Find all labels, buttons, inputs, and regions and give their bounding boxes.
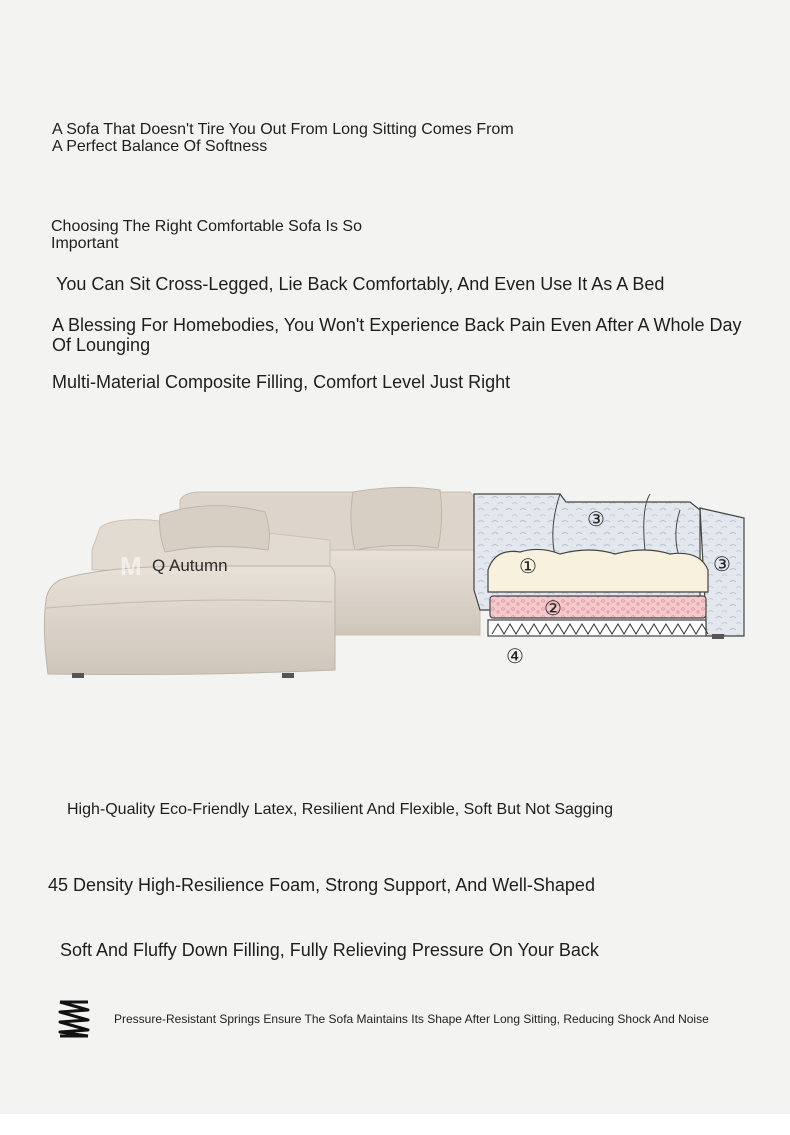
layer-foam-description: 45 Density High-Resilience Foam, Strong Support, And Well-Shaped [48, 875, 595, 895]
brand-name: Q Autumn [152, 556, 228, 575]
brand-logo-watermark: M [120, 551, 140, 581]
sofa-seat [330, 550, 480, 635]
spring-layer [488, 620, 706, 636]
sofa-illustration [0, 470, 790, 690]
page-title: A Sofa That Doesn't Tire You Out From Long Sitting Comes From A Perfect Balance Of Softness [52, 121, 514, 155]
feature-cross-legged: You Can Sit Cross-Legged, Lie Back Comfortably, And Even Use It As A Bed [56, 274, 665, 294]
marker-spring: ④ [506, 644, 524, 668]
layer-spring-description: Pressure-Resistant Springs Ensure The Sofa Maintains Its Shape After Long Sitting, Reducing Shock And Noise [114, 1012, 709, 1026]
marker-down-back: ③ [587, 507, 605, 531]
layer-down-description: Soft And Fluffy Down Filling, Fully Relieving Pressure On Your Back [60, 940, 599, 960]
sofa-pillow-left [160, 506, 270, 552]
sofa-chaise [44, 566, 335, 675]
feature-homebodies: A Blessing For Homebodies, You Won't Experience Back Pain Even After A Whole Day Of Lounging [52, 315, 742, 355]
marker-latex: ① [519, 554, 537, 578]
page-subtitle: Choosing The Right Comfortable Sofa Is So Important [51, 218, 362, 252]
layer-latex-description: High-Quality Eco-Friendly Latex, Resilient And Flexible, Soft But Not Sagging [67, 801, 614, 818]
bottom-strip [0, 1114, 790, 1135]
sofa-pillow-right [351, 487, 442, 550]
marker-foam: ② [544, 596, 562, 620]
spring-icon [56, 998, 92, 1040]
feature-composite-filling: Multi-Material Composite Filling, Comfort Level Just Right [52, 372, 511, 392]
foam-layer [490, 596, 706, 618]
marker-down-arm: ③ [713, 552, 731, 576]
